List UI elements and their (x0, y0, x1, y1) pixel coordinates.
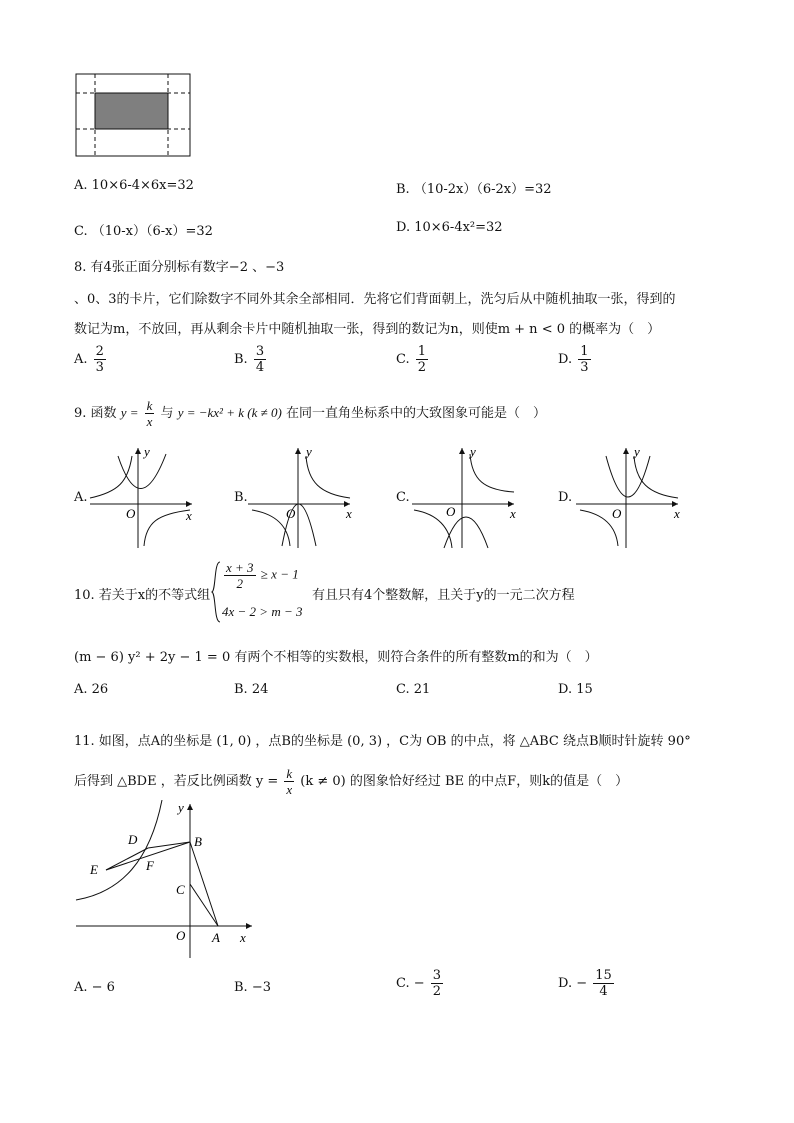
q9a-origin: O (126, 506, 136, 521)
q9b-origin: O (286, 506, 296, 521)
q8-option-b[interactable]: B. $\frac{3}{4}$ (234, 344, 265, 375)
q9b-x-label: x (346, 506, 352, 521)
q8-line2: 、0、3的卡片，它们除数字不同外其余全部相同．先将它们背面朝上，洗匀后从中随机抽取一张，得到的 (74, 292, 676, 307)
q11-line2: 后得到 △BDE ，若反比例函数 y = $\frac{k}{x}$ (k ≠ 0) 的图象恰好经过 BE 的中点F，则k的值是（ ） (74, 766, 629, 797)
q9-stem: 9. 函数 y = $\frac{k}{x}$ 与 y = −kx² + k (k ≠ 0) 在同一直角坐标系中的大致图象可能是（ ） (74, 398, 546, 429)
q9-graph-d (574, 442, 686, 550)
q11-y-label: y (178, 800, 184, 815)
q10-inequality-1: $\frac{x + 3}{2}$ ≥ x − 1 (226, 560, 299, 591)
q11-point-e: E (90, 862, 98, 877)
q11-point-b: B (194, 834, 202, 849)
q9d-origin: O (612, 506, 622, 521)
q10-line2: (m − 6) y² + 2y − 1 = 0 有两个不相等的实数根，则符合条件的所有整数m的和为（ ） (74, 650, 598, 665)
q11-line1: 11. 如图，点A的坐标是 (1, 0) ，点B的坐标是 (0, 3) ，C为 OB 的中点，将 △ABC 绕点B顺时针旋转 90° (74, 734, 691, 749)
q9-option-a-label[interactable]: A. (74, 490, 88, 505)
q11-option-c[interactable]: C. − $\frac{3}{2}$ (396, 968, 442, 999)
q9a-x-label: x (186, 508, 192, 523)
q7-option-a[interactable]: A. 10×6-4×6x=32 (74, 178, 194, 193)
q7-option-d[interactable]: D. 10×6-4x²=32 (396, 220, 503, 235)
q11-x-label: x (240, 930, 246, 945)
q9b-y-label: y (306, 444, 312, 459)
q11-option-d[interactable]: D. − $\frac{15}{4}$ (558, 968, 612, 999)
q9c-y-label: y (470, 444, 476, 459)
q10-option-c[interactable]: C. 21 (396, 682, 431, 697)
q11-point-f: F (146, 858, 154, 873)
q7-shaded-base (95, 93, 168, 129)
q10-option-b[interactable]: B. 24 (234, 682, 269, 697)
q9-option-c-label[interactable]: C. (396, 490, 410, 505)
q11-option-b[interactable]: B. −3 (234, 980, 271, 995)
q10-inequality-2: 4x − 2 > m − 3 (222, 604, 303, 619)
q10-option-d[interactable]: D. 15 (558, 682, 593, 697)
q10-option-a[interactable]: A. 26 (74, 682, 109, 697)
q8-line1: 8. 有4张正面分别标有数字−2 、−3 (74, 260, 285, 275)
q7-option-b[interactable]: B. （10-2x）（6-2x）=32 (396, 182, 552, 197)
q10-suffix: 有且只有4个整数解，且关于y的一元二次方程 (312, 588, 575, 603)
q8-option-a[interactable]: A. $\frac{2}{3}$ (74, 344, 104, 375)
q11-origin: O (176, 928, 186, 943)
q10-prefix: 10. 若关于x的不等式组 (74, 588, 211, 603)
q9c-x-label: x (510, 506, 516, 521)
q11-point-a: A (212, 930, 220, 945)
q9-graph-a (88, 442, 200, 550)
q11-figure (72, 800, 262, 960)
q7-rectangle-figure (74, 72, 194, 158)
q9d-x-label: x (674, 506, 680, 521)
q8-option-c[interactable]: C. $\frac{1}{2}$ (396, 344, 427, 375)
q10-brace (210, 560, 222, 624)
q9c-origin: O (446, 504, 456, 519)
q9-option-b-label[interactable]: B. (234, 490, 248, 505)
q8-option-d[interactable]: D. $\frac{1}{3}$ (558, 344, 589, 375)
q9-graph-c (410, 442, 522, 550)
q11-option-a[interactable]: A. − 6 (74, 980, 115, 995)
q9-graph-b (246, 442, 358, 550)
q9a-y-label: y (144, 444, 150, 459)
q11-point-c: C (176, 882, 185, 897)
q7-option-c[interactable]: C. （10-x）（6-x）=32 (74, 224, 213, 239)
q11-point-d: D (128, 832, 138, 847)
q8-line3: 数记为m，不放回，再从剩余卡片中随机抽取一张，得到的数记为n，则使m + n < 0 的概率为（ ） (74, 322, 661, 337)
q9d-y-label: y (634, 444, 640, 459)
q9-option-d-label[interactable]: D. (558, 490, 573, 505)
